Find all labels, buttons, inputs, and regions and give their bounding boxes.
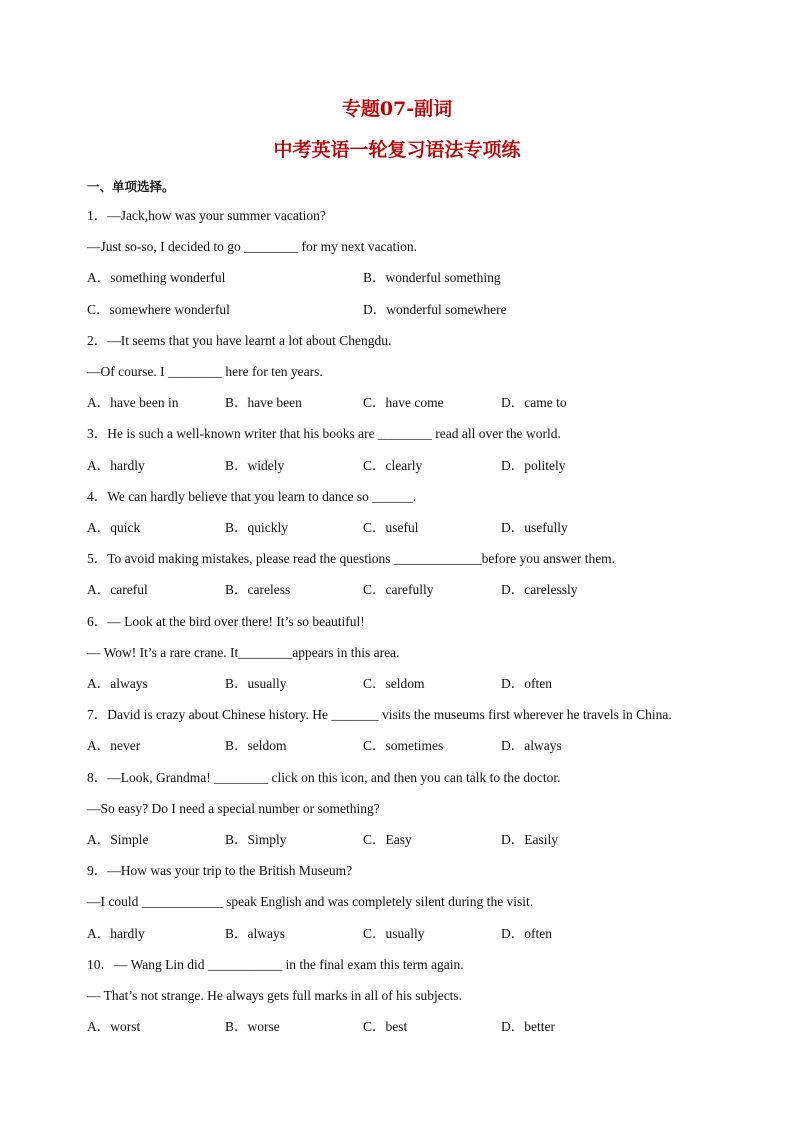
question-8-line2: —So easy? Do I need a special number or something?: [87, 801, 380, 816]
question-4-option-b: B．quickly: [225, 520, 288, 535]
question-6-option-a: A．always: [87, 676, 148, 691]
question-10-option-d: D．better: [501, 1019, 555, 1034]
question-1-option-b: B．wonderful something: [363, 270, 501, 285]
question-4-option-d: D．usefully: [501, 520, 568, 535]
question-9-option-a: A．hardly: [87, 926, 145, 941]
question-6-option-d: D．often: [501, 676, 552, 691]
question-10-option-b: B．worse: [225, 1019, 280, 1034]
question-6-line2: — Wow! It’s a rare crane. It________appears in this area.: [87, 645, 400, 660]
question-2-line2: —Of course. I ________ here for ten years.: [87, 364, 323, 379]
question-6-option-b: B．usually: [225, 676, 287, 691]
question-5-stem: 5．To avoid making mistakes, please read the questions _____________before you answer them.: [87, 551, 616, 566]
question-9-option-d: D．often: [501, 926, 552, 941]
question-4-stem: 4．We can hardly believe that you learn to dance so ______.: [87, 489, 417, 504]
question-3-option-d: D．politely: [501, 458, 566, 473]
question-5-option-b: B．careless: [225, 582, 291, 597]
question-6-stem: 6．— Look at the bird over there! It’s so beautiful!: [87, 614, 365, 629]
question-8-option-b: B．Simply: [225, 832, 287, 847]
question-1-option-d: D．wonderful somewhere: [363, 302, 507, 317]
question-1-option-a: A．something wonderful: [87, 270, 226, 285]
question-3-option-b: B．widely: [225, 458, 285, 473]
question-9-stem: 9．—How was your trip to the British Museum?: [87, 863, 353, 878]
question-8-option-a: A．Simple: [87, 832, 149, 847]
question-9-option-c: C．usually: [363, 926, 425, 941]
question-7-stem: 7．David is crazy about Chinese history. He _______ visits the museums first wherever he travels in China.: [87, 707, 672, 722]
question-2-option-b: B．have been: [225, 395, 302, 410]
question-8-option-c: C．Easy: [363, 832, 412, 847]
section-heading: 一、单项选择。: [87, 179, 175, 194]
question-5-option-c: C．carefully: [363, 582, 434, 597]
question-9-option-b: B．always: [225, 926, 285, 941]
question-2-option-a: A．have been in: [87, 395, 179, 410]
question-7-option-b: B．seldom: [225, 738, 287, 753]
question-4-option-c: C．useful: [363, 520, 419, 535]
question-7-option-a: A．never: [87, 738, 141, 753]
question-4-option-a: A．quick: [87, 520, 141, 535]
page-title: 专题07-副词: [341, 98, 453, 120]
question-1-stem: 1．—Jack,how was your summer vacation?: [87, 208, 326, 223]
question-3-option-a: A．hardly: [87, 458, 145, 473]
question-3-stem: 3．He is such a well-known writer that his books are ________ read all over the world.: [87, 426, 561, 441]
question-2-option-d: D．came to: [501, 395, 567, 410]
question-5-option-a: A．careful: [87, 582, 148, 597]
question-10-stem: 10．— Wang Lin did ___________ in the final exam this term again.: [87, 957, 464, 972]
question-8-option-d: D．Easily: [501, 832, 558, 847]
question-1-option-c: C．somewhere wonderful: [87, 302, 230, 317]
question-10-line2: — That’s not strange. He always gets full marks in all of his subjects.: [87, 988, 463, 1003]
question-3-option-c: C．clearly: [363, 458, 423, 473]
question-5-option-d: D．carelessly: [501, 582, 578, 597]
question-7-option-c: C．sometimes: [363, 738, 444, 753]
question-9-line2: —I could ____________ speak English and was completely silent during the visit.: [87, 894, 534, 909]
question-1-line2: —Just so-so, I decided to go ________ for my next vacation.: [87, 239, 417, 254]
question-2-option-c: C．have come: [363, 395, 444, 410]
question-7-option-d: D．always: [501, 738, 562, 753]
question-8-stem: 8．—Look, Grandma! ________ click on this icon, and then you can talk to the doctor.: [87, 770, 561, 785]
question-2-stem: 2．—It seems that you have learnt a lot about Chengdu.: [87, 333, 392, 348]
page-subtitle: 中考英语一轮复习语法专项练: [273, 139, 521, 161]
question-10-option-c: C．best: [363, 1019, 408, 1034]
question-10-option-a: A．worst: [87, 1019, 141, 1034]
question-6-option-c: C．seldom: [363, 676, 425, 691]
